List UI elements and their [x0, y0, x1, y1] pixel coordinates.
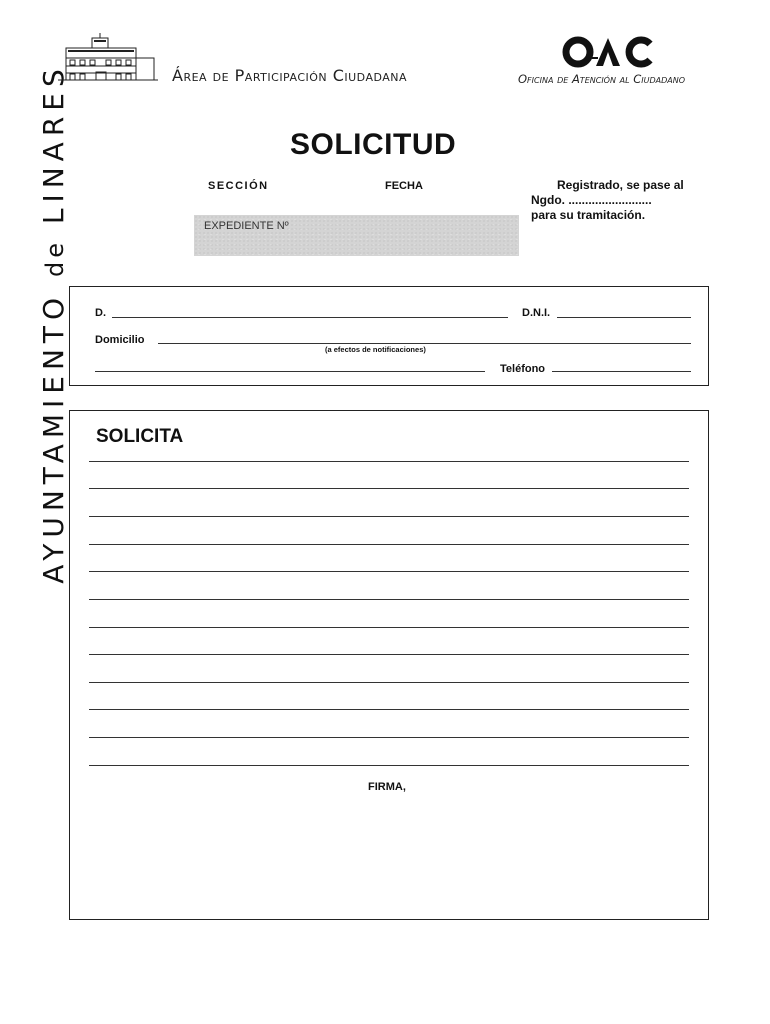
request-line[interactable]	[89, 599, 689, 600]
domicilio-label: Domicilio	[95, 334, 145, 346]
telefono-field-line[interactable]	[552, 371, 691, 372]
request-line[interactable]	[89, 654, 689, 655]
request-line[interactable]	[89, 488, 689, 489]
request-line[interactable]	[89, 516, 689, 517]
request-line[interactable]	[89, 737, 689, 738]
request-line[interactable]	[89, 709, 689, 710]
request-line[interactable]	[89, 765, 689, 766]
firma-label: FIRMA,	[368, 781, 406, 793]
side-title-linares: LINARES	[36, 62, 70, 224]
oac-logo	[562, 34, 662, 70]
request-line[interactable]	[89, 544, 689, 545]
seccion-label: SECCIÓN	[208, 180, 269, 192]
name-field-line[interactable]	[112, 317, 508, 318]
request-line[interactable]	[89, 461, 689, 462]
dni-field-line[interactable]	[557, 317, 691, 318]
solicita-title: SOLICITA	[96, 426, 184, 447]
town-hall-logo	[58, 30, 160, 88]
request-line[interactable]	[89, 627, 689, 628]
domicilio-note: (a efectos de notificaciones)	[325, 345, 426, 354]
area-header: Área de Participación Ciudadana	[172, 66, 408, 85]
domicilio-field-line[interactable]	[158, 343, 691, 344]
domicilio-field-line-2[interactable]	[95, 371, 485, 372]
expediente-field[interactable]	[194, 215, 519, 256]
personal-data-box	[69, 286, 709, 386]
telefono-label: Teléfono	[500, 363, 546, 375]
registrado-line-2: Ngdo. .........................	[531, 193, 652, 207]
fecha-label: FECHA	[385, 180, 423, 192]
expediente-label: EXPEDIENTE Nº	[204, 220, 289, 232]
registrado-line-1: Registrado, se pase al	[557, 178, 684, 192]
request-line[interactable]	[89, 571, 689, 572]
page-title: SOLICITUD	[290, 128, 457, 161]
registrado-line-3: para su tramitación.	[531, 208, 646, 222]
solicita-box	[69, 410, 709, 920]
request-line[interactable]	[89, 682, 689, 683]
d-label: D.	[95, 307, 106, 319]
side-title-de: de	[40, 238, 69, 277]
side-title-ayuntamiento: AYUNTAMIENTO	[36, 291, 70, 584]
side-title	[34, 62, 72, 584]
office-header: Oficina de Atención al Ciudadano	[518, 72, 685, 86]
dni-label: D.N.I.	[522, 307, 551, 319]
